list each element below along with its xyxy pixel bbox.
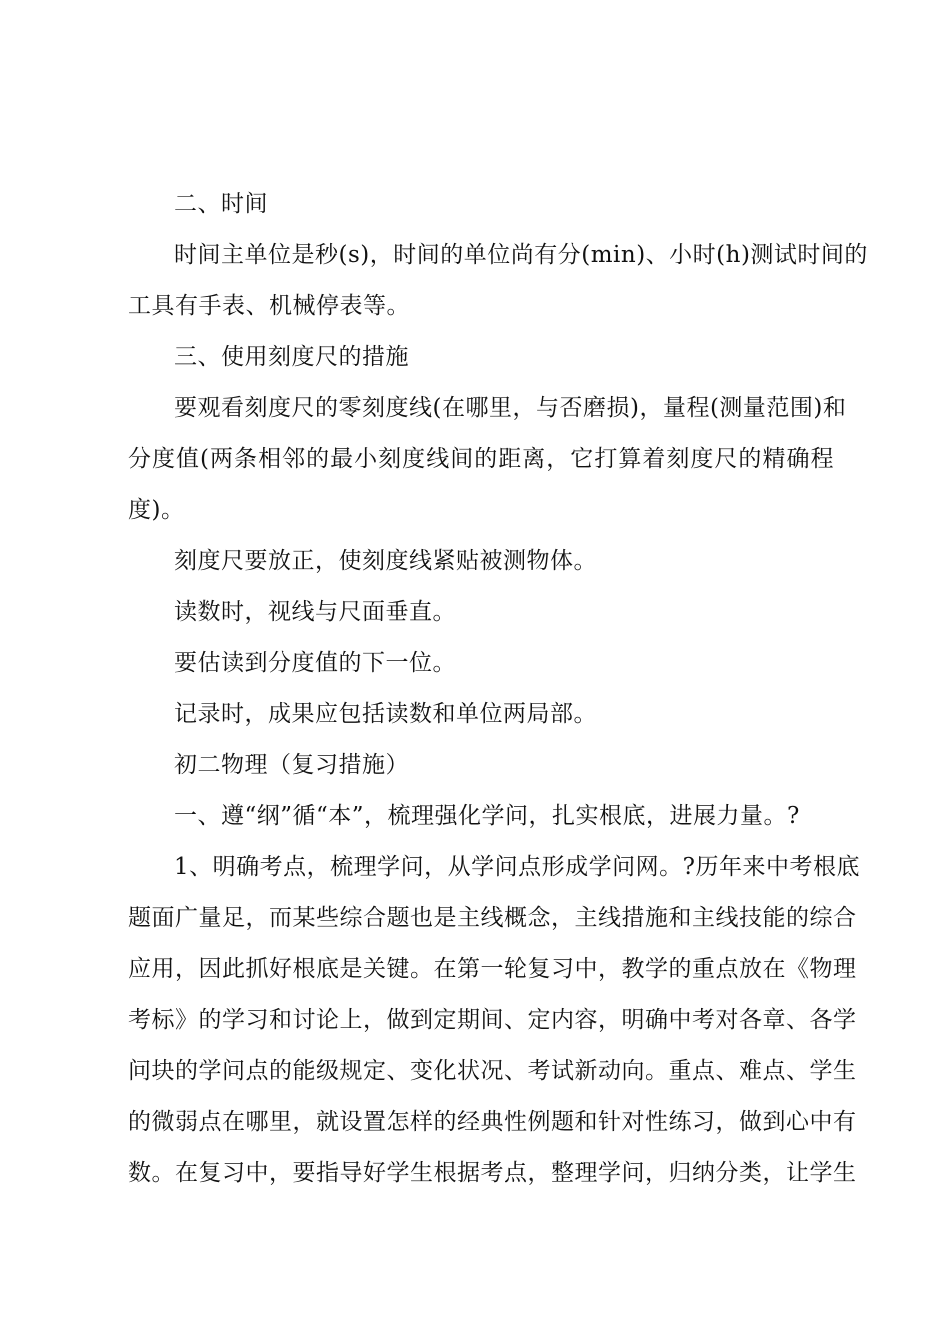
paragraph-line: 时间主单位是秒(s)，时间的单位尚有分(min)、小时(h)测试时间的 <box>174 242 868 268</box>
paragraph-line: 要观看刻度尺的零刻度线(在哪里，与否磨损)，量程(测量范围)和 <box>174 395 847 421</box>
paragraph-line: 工具有手表、机械停表等。 <box>128 293 410 319</box>
section-heading-outline: 一、遵“纲”循“本”，梳理强化学问，扎实根底，进展力量。? <box>174 803 800 829</box>
paragraph-line: 题面广量足，而某些综合题也是主线概念，主线措施和主线技能的综合 <box>128 905 857 931</box>
section-heading-time: 二、时间 <box>174 191 268 217</box>
paragraph-line: 考标》的学习和讨论上，做到定期间、定内容，明确中考对各章、各学 <box>128 1007 857 1033</box>
paragraph-line: 度)。 <box>128 497 185 523</box>
paragraph-line: 分度值(两条相邻的最小刻度线间的距离，它打算着刻度尺的精确程 <box>128 446 834 472</box>
section-heading-review-method: 初二物理（复习措施） <box>174 752 409 778</box>
paragraph-line: 刻度尺要放正，使刻度线紧贴被测物体。 <box>174 548 597 574</box>
paragraph-line: 要估读到分度值的下一位。 <box>174 650 456 676</box>
paragraph-line: 1、明确考点，梳理学问，从学问点形成学问网。?历年来中考根底 <box>174 854 860 880</box>
section-heading-ruler-method: 三、使用刻度尺的措施 <box>174 344 409 370</box>
paragraph-line: 数。在复习中，要指导好学生根据考点，整理学问，归纳分类，让学生 <box>128 1160 857 1186</box>
paragraph-line: 读数时，视线与尺面垂直。 <box>174 599 456 625</box>
paragraph-line: 问块的学问点的能级规定、变化状况、考试新动向。重点、难点、学生 <box>128 1058 857 1084</box>
paragraph-line: 应用，因此抓好根底是关键。在第一轮复习中，教学的重点放在《物理 <box>128 956 857 982</box>
paragraph-line: 的微弱点在哪里，就设置怎样的经典性例题和针对性练习，做到心中有 <box>128 1109 857 1135</box>
paragraph-line: 记录时，成果应包括读数和单位两局部。 <box>174 701 597 727</box>
